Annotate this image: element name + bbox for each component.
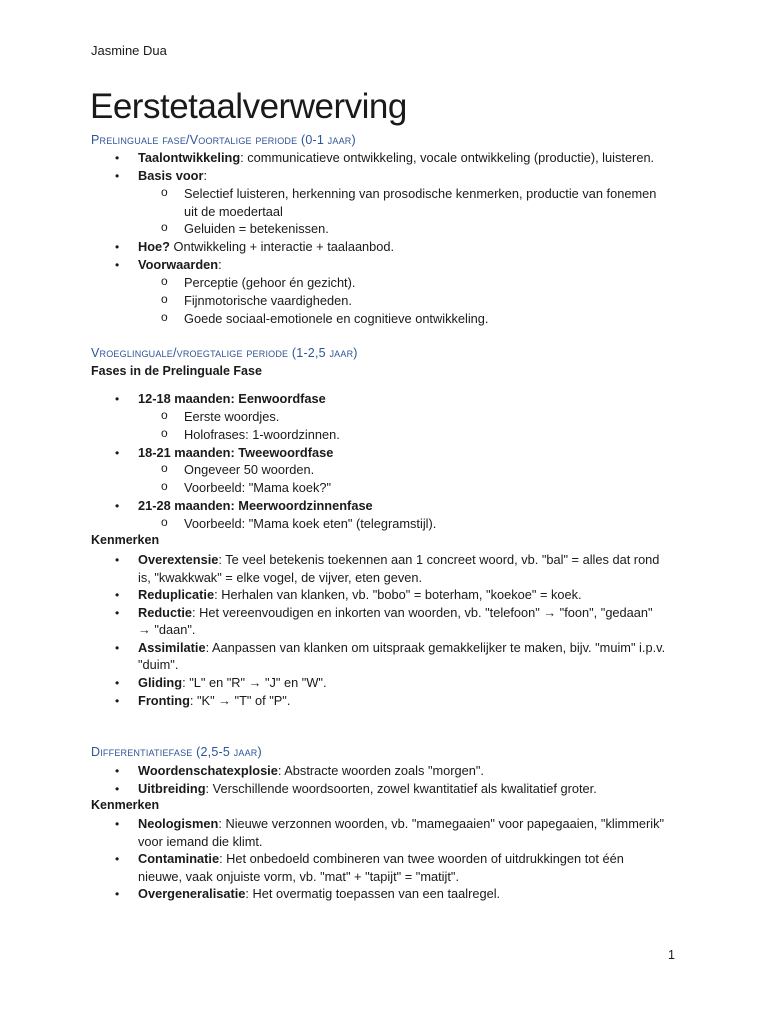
bullet-icon: • [115,887,120,901]
list-item: Uitbreiding: Verschillende woordsoorten, zowel kwantitatief als kwalitatief groter. [138,781,597,796]
list-item: Taalontwikkeling: communicatieve ontwikkeling, vocale ontwikkeling (productie), luisteren. [138,150,655,165]
page-title: Eerstetaalverwerving [90,87,407,126]
list-item: Holofrases: 1-woordzinnen. [184,427,340,442]
author-header: Jasmine Dua [91,43,167,58]
circle-bullet-icon: o [161,515,168,529]
list-item: Overextensie: Te veel betekenis toekennen aan 1 concreet woord, vb. "bal" = alles dat rond [138,552,660,567]
page-number: 1 [668,948,675,962]
list-item: Neologismen: Nieuwe verzonnen woorden, vb. "mamegaaien" voor papegaaien, "klimmerik" [138,816,665,831]
list-item: 18-21 maanden: Tweewoordfase [138,445,334,460]
list-item: Selectief luisteren, herkenning van prosodische kenmerken, productie van fonemen [184,186,657,201]
list-item-continuation: nieuwe, vaak onjuiste vorm, vb. "mat" + "tapijt" = "matijt". [138,869,460,884]
bullet-icon: • [115,169,120,183]
bullet-icon: • [115,852,120,866]
bullet-icon: • [115,151,120,165]
circle-bullet-icon: o [161,426,168,440]
list-item: Geluiden = betekenissen. [184,221,329,236]
section-heading-differentiatiefase: Differentiatiefase (2,5-5 jaar) [91,745,262,759]
circle-bullet-icon: o [161,310,168,324]
list-item: Voorwaarden: [138,257,222,272]
list-item-continuation: is, "kwakkwak" = elke vogel, de vijver, eten geven. [138,570,423,585]
bullet-icon: • [115,817,120,831]
list-item: Reduplicatie: Herhalen van klanken, vb. "bobo" = boterham, "koekoe" = koek. [138,587,582,602]
list-item: Reductie: Het vereenvoudigen en inkorten van woorden, vb. "telefoon" → "foon", "gedaan" [138,605,653,620]
list-item: Hoe? Ontwikkeling + interactie + taalaanbod. [138,239,395,254]
subheading-fases: Fases in de Prelinguale Fase [91,364,262,378]
list-item: 12-18 maanden: Eenwoordfase [138,391,326,406]
circle-bullet-icon: o [161,292,168,306]
circle-bullet-icon: o [161,185,168,199]
list-item-continuation: uit de moedertaal [184,204,283,219]
list-item: Voorbeeld: "Mama koek?" [184,480,332,495]
bullet-icon: • [115,499,120,513]
bullet-icon: • [115,240,120,254]
bullet-icon: • [115,553,120,567]
list-item: 21-28 maanden: Meerwoordzinnenfase [138,498,373,513]
circle-bullet-icon: o [161,274,168,288]
list-item-continuation: "duim". [138,657,179,672]
subheading-kenmerken: Kenmerken [91,533,160,547]
list-item-continuation: voor iemand die klimt. [138,834,263,849]
bullet-icon: • [115,606,120,620]
list-item: Eerste woordjes. [184,409,280,424]
list-item: Woordenschatexplosie: Abstracte woorden zoals "morgen". [138,763,484,778]
bullet-icon: • [115,764,120,778]
bullet-icon: • [115,782,120,796]
list-item: Fronting: "K" → "T" of "P". [138,693,291,708]
bullet-icon: • [115,258,120,272]
list-item: Fijnmotorische vaardigheden. [184,293,352,308]
section-heading-prelinguale: Prelinguale fase/Voortalige periode (0-1 jaar) [91,133,356,147]
bullet-icon: • [115,392,120,406]
list-item: Overgeneralisatie: Het overmatig toepassen van een taalregel. [138,886,501,901]
bullet-icon: • [115,588,120,602]
circle-bullet-icon: o [161,461,168,475]
bullet-icon: • [115,446,120,460]
bullet-icon: • [115,676,120,690]
list-item: Contaminatie: Het onbedoeld combineren van twee woorden of uitdrukkingen tot één [138,851,624,866]
list-item: Voorbeeld: "Mama koek eten" (telegramstijl). [184,516,437,531]
circle-bullet-icon: o [161,479,168,493]
list-item-continuation: → "daan". [138,622,196,637]
list-item: Perceptie (gehoor én gezicht). [184,275,356,290]
section-heading-vroeglinguale: Vroeglinguale/vroegtalige periode (1-2,5 jaar) [91,346,358,360]
list-item: Goede sociaal-emotionele en cognitieve ontwikkeling. [184,311,489,326]
list-item: Gliding: "L" en "R" → "J" en "W". [138,675,327,690]
bullet-icon: • [115,641,120,655]
subheading-kenmerken-2: Kenmerken [91,798,160,812]
list-item: Assimilatie: Aanpassen van klanken om uitspraak gemakkelijker te maken, bijv. "muim" i.p.v. [138,640,666,655]
list-item: Ongeveer 50 woorden. [184,462,315,477]
bullet-icon: • [115,694,120,708]
list-item: Basis voor: [138,168,207,183]
circle-bullet-icon: o [161,408,168,422]
circle-bullet-icon: o [161,220,168,234]
